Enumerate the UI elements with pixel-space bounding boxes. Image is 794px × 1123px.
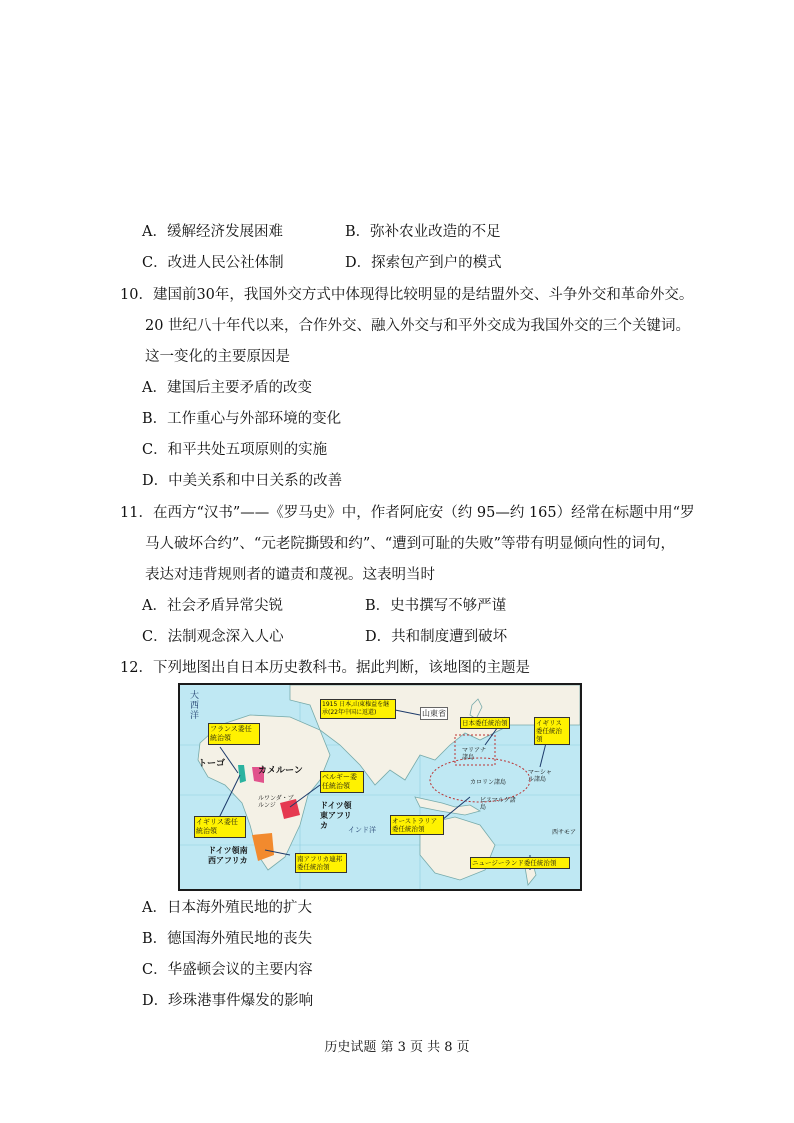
q9-option-a: A．缓解经济发展困难 [142,224,283,240]
uk-pacific-mandate-label: イギリス委任統治領 [534,717,570,745]
q12-option-a: A．日本海外殖民地的扩大 [142,900,312,916]
cameroon-label: カメルーン [258,766,303,776]
mariana-label: マリアナ諸島 [462,747,487,761]
q9-option-d: D．探索包产到户的模式 [345,255,502,271]
shandong-label: 山東省 [422,709,446,718]
ruanda-burundi-label: ルワンダ・ブルンジ [258,795,294,809]
australia-mandate-label: オーストラリア委任統治領 [390,815,444,835]
japan-mandate-label: 日本委任統治領 [460,717,510,729]
togo-label: トーゴ [198,759,226,769]
german-southwest-africa-label: ドイツ領南西アフリカ [208,846,248,865]
indian-ocean-label: インド洋 [348,826,376,834]
q10-option-a: A．建国后主要矛盾的改变 [142,380,312,396]
german-east-africa-label: ドイツ領東アフリカ [320,801,352,830]
france-mandate-label: フランス委任統治領 [208,723,260,745]
q10-option-d: D．中美关系和中日关系的改善 [142,473,343,489]
caroline-label: カロリン諸島 [470,779,507,786]
q9-option-b: B．弥补农业改造的不足 [345,224,501,240]
q11-option-c: C．法制观念深入人心 [142,629,284,645]
q11-stem-line-2: 马人破坏合约”、“元老院撕毁和约”、“遭到可耻的失败”等带有明显倾向性的词句， [145,536,676,552]
q12-stem: 12．下列地图出自日本历史教科书。据此判断，该地图的主题是 [120,660,530,676]
q10-stem-line-3: 这一变化的主要原因是 [145,349,290,365]
q12-option-b: B．德国海外殖民地的丧失 [142,931,313,947]
bismarck-label: ビスマルク諸島 [480,797,516,811]
belgium-mandate-label: ベルギー委任統治領 [320,771,364,793]
q10-stem-line-2: 20 世纪八十年代以来，合作外交、融入外交与和平外交成为我国外交的三个关键词。 [145,318,691,334]
q11-stem-line-1: 11．在西方“汉书”——《罗马史》中，作者阿庇安（约 95—约 165）经常在标题中用“罗 [120,505,695,521]
q10-option-b: B．工作重心与外部环境的变化 [142,411,342,427]
shandong-note-label: 1915 日本,山東権益を継承(22年中国に返還) [320,699,396,719]
page-footer: 历史试题 第 3 页 共 8 页 [324,1040,470,1055]
south-africa-mandate-label: 南アフリカ連邦委任統治領 [295,853,347,873]
uk-africa-mandate-label: イギリス委任統治領 [194,816,246,838]
q12-option-d: D．珍珠港事件爆发的影响 [142,993,314,1009]
q12-option-c: C．华盛顿会议的主要内容 [142,962,313,978]
q10-option-c: C．和平共处五项原则的实施 [142,442,328,458]
marshall-label: マーシャル諸島 [528,769,552,783]
nz-mandate-label: ニュージーランド委任統治領 [470,857,570,869]
q11-option-a: A．社会矛盾异常尖锐 [142,598,283,614]
q11-option-d: D．共和制度遭到破坏 [365,629,508,645]
q10-stem-line-1: 10．建国前30年，我国外交方式中体现得比较明显的是结盟外交、斗争外交和革命外交。 [120,287,694,303]
mandate-map [178,683,582,891]
atlantic-label: 大西洋 [190,691,200,721]
q11-option-b: B．史书撰写不够严谨 [365,598,507,614]
q9-option-c: C．改进人民公社体制 [142,255,284,271]
q11-stem-line-3: 表达对违背规则者的谴责和蔑视。这表明当时 [145,567,435,583]
western-samoa-label: 西サモア [552,829,577,836]
